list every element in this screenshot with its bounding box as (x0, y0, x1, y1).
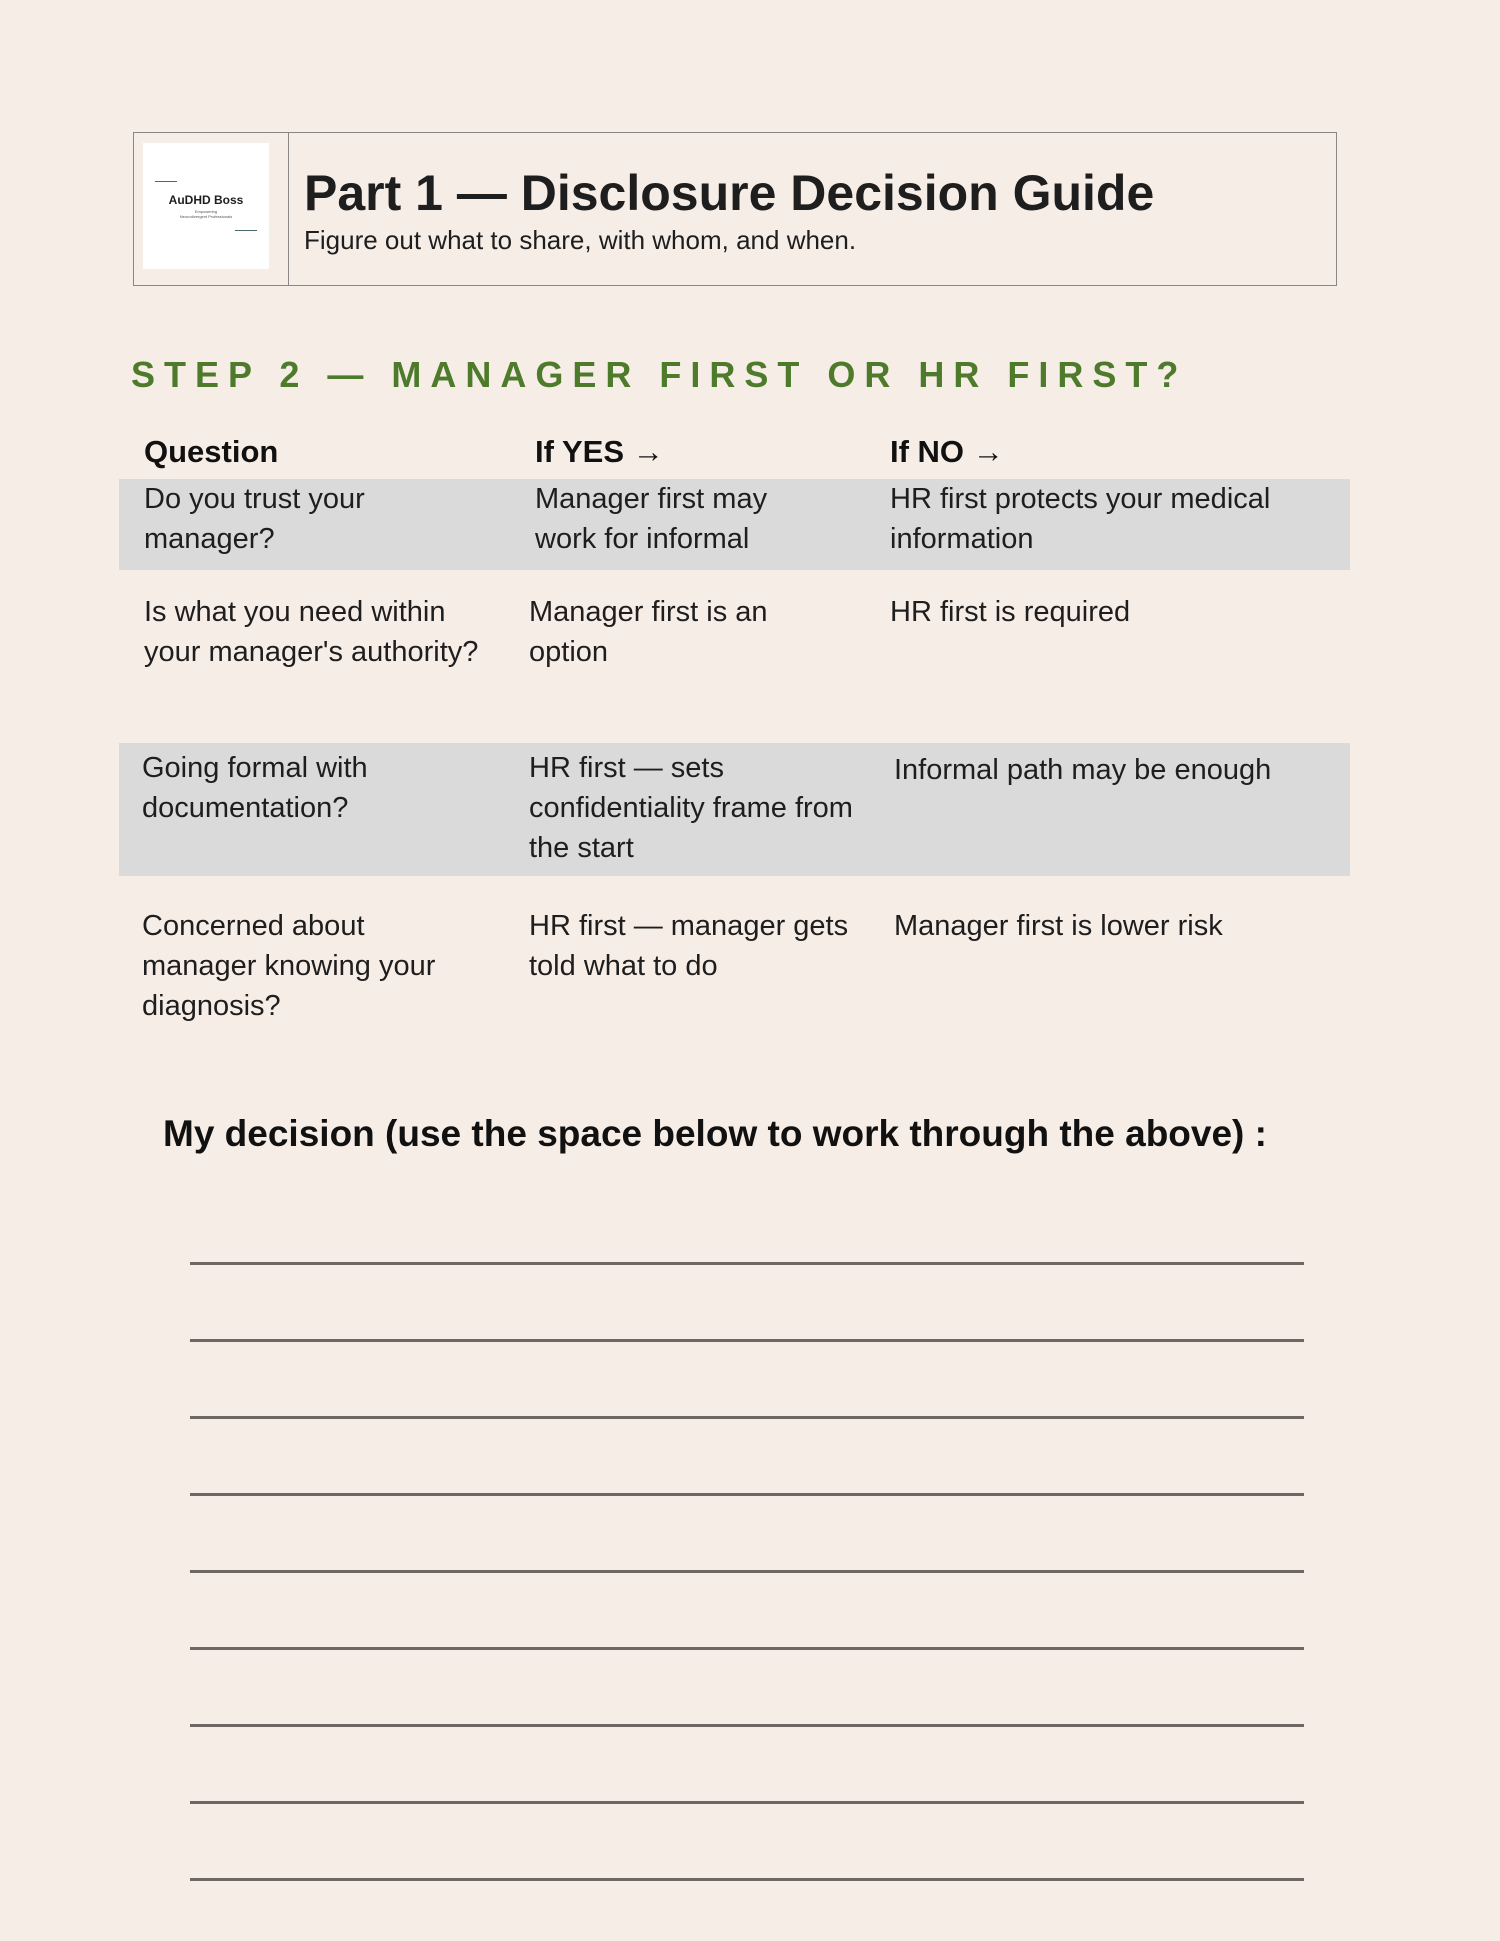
page-subtitle: Figure out what to share, with whom, and when. (304, 225, 857, 255)
decision-heading: My decision (use the space below to work through the above) : (163, 1113, 1267, 1154)
row-question: Do you trust your manager? (144, 483, 365, 555)
logo-title: AuDHD Boss (168, 193, 244, 207)
row-if-no: Informal path may be enough (894, 754, 1272, 786)
row-question: Going formal with documentation? (142, 752, 368, 824)
page-title: Part 1 — Disclosure Decision Guide (304, 165, 1155, 221)
header-box (133, 132, 1337, 286)
column-header-question: Question (144, 434, 279, 469)
writing-line[interactable] (190, 1878, 1304, 1881)
row-question: Is what you need within your manager's authority? (144, 596, 479, 668)
row-if-no: HR first is required (890, 596, 1131, 628)
writing-line[interactable] (190, 1801, 1304, 1804)
title-cell (289, 133, 1154, 285)
writing-line[interactable] (190, 1262, 1304, 1265)
writing-line[interactable] (190, 1339, 1304, 1342)
writing-line[interactable] (190, 1416, 1304, 1419)
logo-tagline: Empowering Neurodivergent Professionals (179, 209, 233, 219)
table-row (119, 592, 1350, 722)
logo-accent-line (235, 230, 257, 231)
row-if-yes: Manager first is an option (529, 596, 768, 668)
row-if-no: Manager first is lower risk (894, 910, 1223, 942)
column-header-if-no: If NO → (890, 434, 1004, 469)
table-row (119, 479, 1350, 570)
table-row (119, 906, 1350, 1036)
step-heading: STEP 2 — MANAGER FIRST OR HR FIRST? (131, 354, 1188, 395)
writing-line[interactable] (190, 1493, 1304, 1496)
writing-line[interactable] (190, 1647, 1304, 1650)
row-if-yes: HR first — sets confidentiality frame from the start (529, 752, 853, 864)
row-if-yes: Manager first may work for informal (535, 483, 768, 555)
row-question: Concerned about manager knowing your diagnosis? (142, 910, 436, 1022)
brand-logo (143, 143, 269, 269)
row-if-no: HR first protects your medical information (890, 483, 1271, 555)
writing-line[interactable] (190, 1570, 1304, 1573)
logo-cell (134, 133, 289, 285)
row-if-yes: HR first — manager gets told what to do (529, 910, 849, 982)
writing-line[interactable] (190, 1724, 1304, 1727)
table-header-row (0, 432, 1500, 478)
column-header-if-yes: If YES → (535, 434, 664, 469)
logo-accent-line (155, 181, 177, 182)
table-row (119, 743, 1350, 876)
